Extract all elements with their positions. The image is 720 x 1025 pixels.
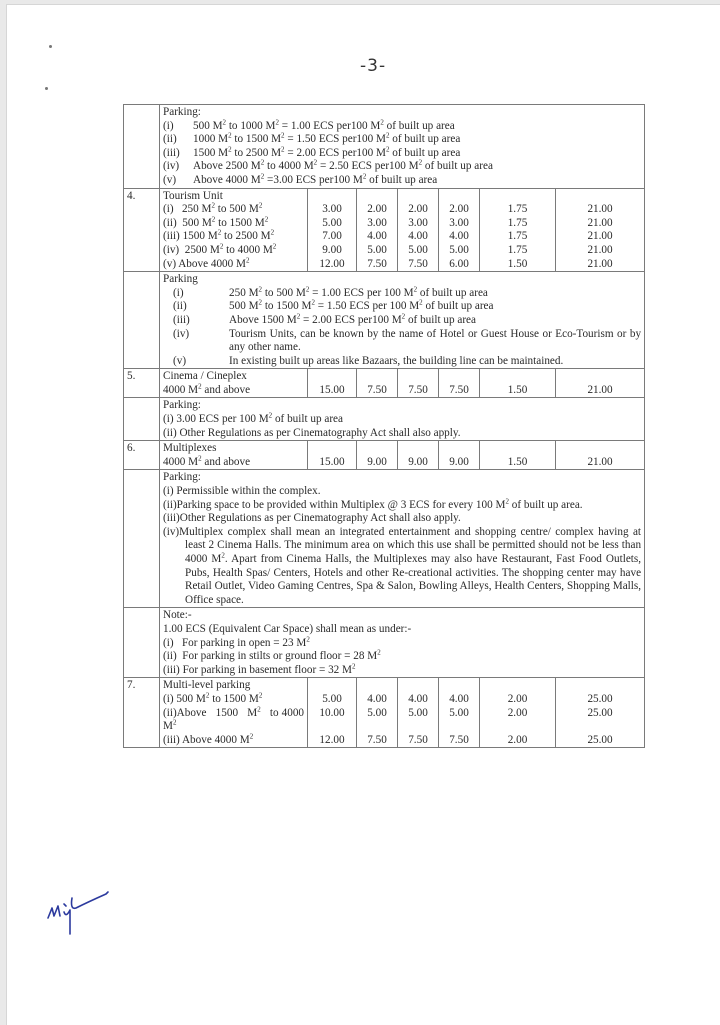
parking-heading: Parking: bbox=[163, 471, 201, 484]
value-column: 21.00 21.00 21.00 21.00 21.00 bbox=[556, 188, 645, 272]
size-range: (iii) Above 4000 $M^2$ bbox=[163, 731, 254, 746]
superscript: 2 bbox=[305, 284, 310, 293]
size-range: (i) 500 $M^2$ to 1500 $M^2$ bbox=[163, 691, 263, 705]
size-range: 4000 $M^2$ and above bbox=[163, 454, 251, 468]
scan-speck bbox=[49, 45, 52, 48]
superscript: 2 bbox=[198, 454, 202, 463]
superscript: 2 bbox=[505, 496, 509, 505]
note-intro: 1.00 ECS (Equivalent Car Space) shall mean as under:- bbox=[163, 622, 412, 635]
superscript: 2 bbox=[258, 691, 263, 700]
value-column: 2.00 2.00 2.00 bbox=[480, 678, 556, 748]
page-number: -3- bbox=[360, 56, 387, 76]
superscript: 2 bbox=[228, 145, 232, 154]
parking-row-multiplexes bbox=[124, 470, 645, 608]
superscript: 2 bbox=[272, 242, 277, 251]
parking-heading: Parking: bbox=[163, 399, 201, 412]
superscript: 2 bbox=[380, 117, 384, 126]
size-range: (iii) 1500 $M^2$ to 2500 $M^2$ bbox=[163, 228, 275, 243]
value-cell: 7.50 bbox=[439, 369, 480, 398]
size-range: (ii) 500 $M^2$ to 1500 $M^2$ bbox=[163, 215, 269, 229]
superscript: 2 bbox=[211, 215, 216, 224]
superscript: 2 bbox=[228, 131, 232, 140]
value-column: 3.00 5.00 7.00 9.00 12.00 bbox=[308, 188, 357, 272]
table-row-tourism-unit bbox=[124, 188, 645, 272]
superscript: 2 bbox=[221, 551, 225, 560]
parking-rule: (iv) Tourism Units, can be known by the name of Hotel or Guest House or Eco-Tourism or by any other name. bbox=[173, 327, 642, 354]
parking-rule: (ii) 1000 $M^2$ to 1500 $M^2 = 1.50$ ECS per100 $M^2$ of built up area bbox=[163, 131, 461, 146]
size-range: (iv) 2500 $M^2$ to 4000 $M^2$ bbox=[163, 242, 277, 256]
category-title: Multiplexes bbox=[163, 442, 217, 455]
superscript: 2 bbox=[217, 228, 222, 237]
value-cell: 15.00 bbox=[308, 441, 357, 470]
note-item: (iii) For parking in basement floor = 32 $M^2$ bbox=[163, 662, 356, 676]
serial-number: 4. bbox=[124, 188, 160, 272]
serial-number: 6. bbox=[124, 441, 160, 470]
parking-rule: (i) Permissible within the complex. bbox=[163, 485, 321, 498]
parking-rule: (ii)Parking space to be provided within Multiplex @ 3 ECS for every 100 $M^2$ of built up area. bbox=[163, 496, 583, 511]
parking-rule: (v) In existing built up areas like Bazaars, the building line can be maintained. bbox=[173, 354, 564, 367]
superscript: 2 bbox=[172, 718, 177, 727]
value-cell: 21.00 bbox=[556, 441, 645, 470]
parking-row-item-3 bbox=[124, 105, 645, 189]
parking-row-cinema bbox=[124, 398, 645, 441]
superscript: 2 bbox=[260, 158, 265, 167]
parking-rule: (ii) 500 $M^2$ to 1500 $M^2 = 1.50$ ECS per 100 $M^2$ of built up area bbox=[173, 298, 494, 313]
value-column: 2.00 3.00 4.00 5.00 7.50 bbox=[357, 188, 398, 272]
table-row-cinema bbox=[124, 369, 645, 398]
serial-number: 7. bbox=[124, 678, 160, 748]
value-column: 2.00 3.00 4.00 5.00 7.50 bbox=[398, 188, 439, 272]
superscript: 2 bbox=[260, 172, 265, 181]
superscript: 2 bbox=[413, 284, 418, 293]
note-row bbox=[124, 608, 645, 678]
parking-rule: (v) Above 4000 $M^2 =3.00$ ECS per100 $M^2$ of built up area bbox=[163, 172, 438, 186]
category-title: Cinema / Cineplex bbox=[163, 370, 247, 383]
parking-row-tourism bbox=[124, 272, 645, 369]
size-range: (v) Above 4000 $M^2$ bbox=[163, 255, 250, 270]
superscript: 2 bbox=[281, 145, 285, 154]
superscript: 2 bbox=[245, 255, 250, 264]
value-cell: 7.50 bbox=[357, 369, 398, 398]
superscript: 2 bbox=[352, 662, 356, 671]
superscript: 2 bbox=[258, 284, 263, 293]
parking-rule: (ii) Other Regulations as per Cinematography Act shall also apply. bbox=[163, 426, 461, 439]
parking-rule: (i) 500 $M^2$ to 1000 $M^2 = 1.00$ ECS per100 $M^2$ of built up area bbox=[163, 117, 455, 132]
superscript: 2 bbox=[198, 382, 202, 391]
superscript: 2 bbox=[401, 312, 406, 321]
parking-rule: (iv)Multiplex complex shall mean an integrated entertainment and shopping centre/ complex having at least 2 Cinema Halls. The minimum area on which this use shall be permitted should not be less than 4000 $M^2$. Apart from Cinema Halls, the Multiplexes may also have Restaurant, Fast Food Outlets, Pubs, Health Spas/ Centers, Hotels and other Re-creational activities. The shopping center may have Retail Outlet, Video Gaming Centres, Spa & Salon, Bowling Alleys, Health Centers, Shopping Malls, Office space. bbox=[163, 525, 642, 606]
value-cell: 9.00 bbox=[439, 441, 480, 470]
superscript: 2 bbox=[205, 691, 210, 700]
superscript: 2 bbox=[219, 242, 224, 251]
parking-rule: (iii) 1500 $M^2$ to 2500 $M^2 = 2.00$ ECS per100 $M^2$ of built up area bbox=[163, 145, 461, 159]
value-column: 1.75 1.75 1.75 1.75 1.50 bbox=[480, 188, 556, 272]
category-title: Tourism Unit bbox=[163, 189, 223, 202]
superscript: 2 bbox=[249, 731, 254, 740]
superscript: 2 bbox=[270, 228, 275, 237]
superscript: 2 bbox=[311, 298, 315, 307]
superscript: 2 bbox=[258, 298, 263, 307]
superscript: 2 bbox=[258, 201, 263, 210]
table-row-multi-level-parking bbox=[124, 678, 645, 748]
serial-number: 5. bbox=[124, 369, 160, 398]
value-cell: 9.00 bbox=[398, 441, 439, 470]
parking-heading: Parking: bbox=[163, 106, 201, 118]
superscript: 2 bbox=[419, 298, 423, 307]
value-cell: 1.50 bbox=[480, 441, 556, 470]
value-column: 4.00 5.00 7.50 bbox=[398, 678, 439, 748]
superscript: 2 bbox=[222, 117, 227, 126]
superscript: 2 bbox=[418, 158, 423, 167]
superscript: 2 bbox=[275, 117, 279, 126]
value-column: 4.00 5.00 7.50 bbox=[439, 678, 480, 748]
value-cell: 1.50 bbox=[480, 369, 556, 398]
value-column: 5.00 10.00 12.00 bbox=[308, 678, 357, 748]
parking-rule: (i) 250 $M^2$ to 500 $M^2 = 1.00$ ECS per 100 $M^2$ of built up area bbox=[173, 284, 488, 299]
note-item: (ii) For parking in stilts or ground floor = 28 $M^2$ bbox=[163, 648, 381, 663]
superscript: 2 bbox=[296, 312, 301, 321]
superscript: 2 bbox=[211, 201, 215, 210]
superscript: 2 bbox=[264, 215, 269, 224]
table-row-multiplexes bbox=[124, 441, 645, 470]
size-range: 4000 $M^2$ and above bbox=[163, 382, 251, 396]
size-range: (i) 250 $M^2$ to 500 $M^2$ bbox=[163, 201, 263, 216]
value-column: 4.00 5.00 7.50 bbox=[357, 678, 398, 748]
category-title: Multi-level parking bbox=[163, 679, 251, 692]
superscript: 2 bbox=[385, 145, 390, 154]
superscript: 2 bbox=[268, 411, 273, 420]
superscript: 2 bbox=[306, 634, 310, 643]
parking-rule: (i) 3.00 ECS per 100 $M^2$ of built up area bbox=[163, 411, 343, 426]
handwritten-signature-icon bbox=[40, 880, 130, 940]
parking-rule: (iv) Above 2500 $M^2$ to 4000 $M^2 = 2.50$ ECS per100 $M^2$ of built up area bbox=[163, 158, 493, 173]
value-cell: 7.50 bbox=[398, 369, 439, 398]
parking-heading: Parking bbox=[163, 273, 198, 286]
superscript: 2 bbox=[377, 648, 381, 657]
scan-speck bbox=[45, 87, 48, 90]
note-heading: Note:- bbox=[163, 609, 192, 622]
superscript: 2 bbox=[257, 704, 261, 713]
superscript: 2 bbox=[313, 158, 318, 167]
size-range: (ii)Above 1500 $M^2$ to 4000 $M^2$ bbox=[163, 704, 307, 733]
regulations-table bbox=[123, 104, 645, 748]
value-cell: 15.00 bbox=[308, 369, 357, 398]
parking-rule: (iii)Other Regulations as per Cinematography Act shall also apply. bbox=[163, 512, 461, 525]
superscript: 2 bbox=[362, 172, 367, 181]
value-cell: 9.00 bbox=[357, 441, 398, 470]
note-item: (i) For parking in open = 23 $M^2$ bbox=[163, 634, 310, 649]
superscript: 2 bbox=[385, 131, 390, 140]
signature-stroke bbox=[48, 892, 108, 934]
superscript: 2 bbox=[281, 131, 285, 140]
parking-rule: (iii) Above 1500 $M^2 = 2.00$ ECS per100 $M^2$ of built up area bbox=[173, 312, 476, 326]
value-column: 2.00 3.00 4.00 5.00 6.00 bbox=[439, 188, 480, 272]
value-cell: 21.00 bbox=[556, 369, 645, 398]
value-column: 25.00 25.00 25.00 bbox=[556, 678, 645, 748]
